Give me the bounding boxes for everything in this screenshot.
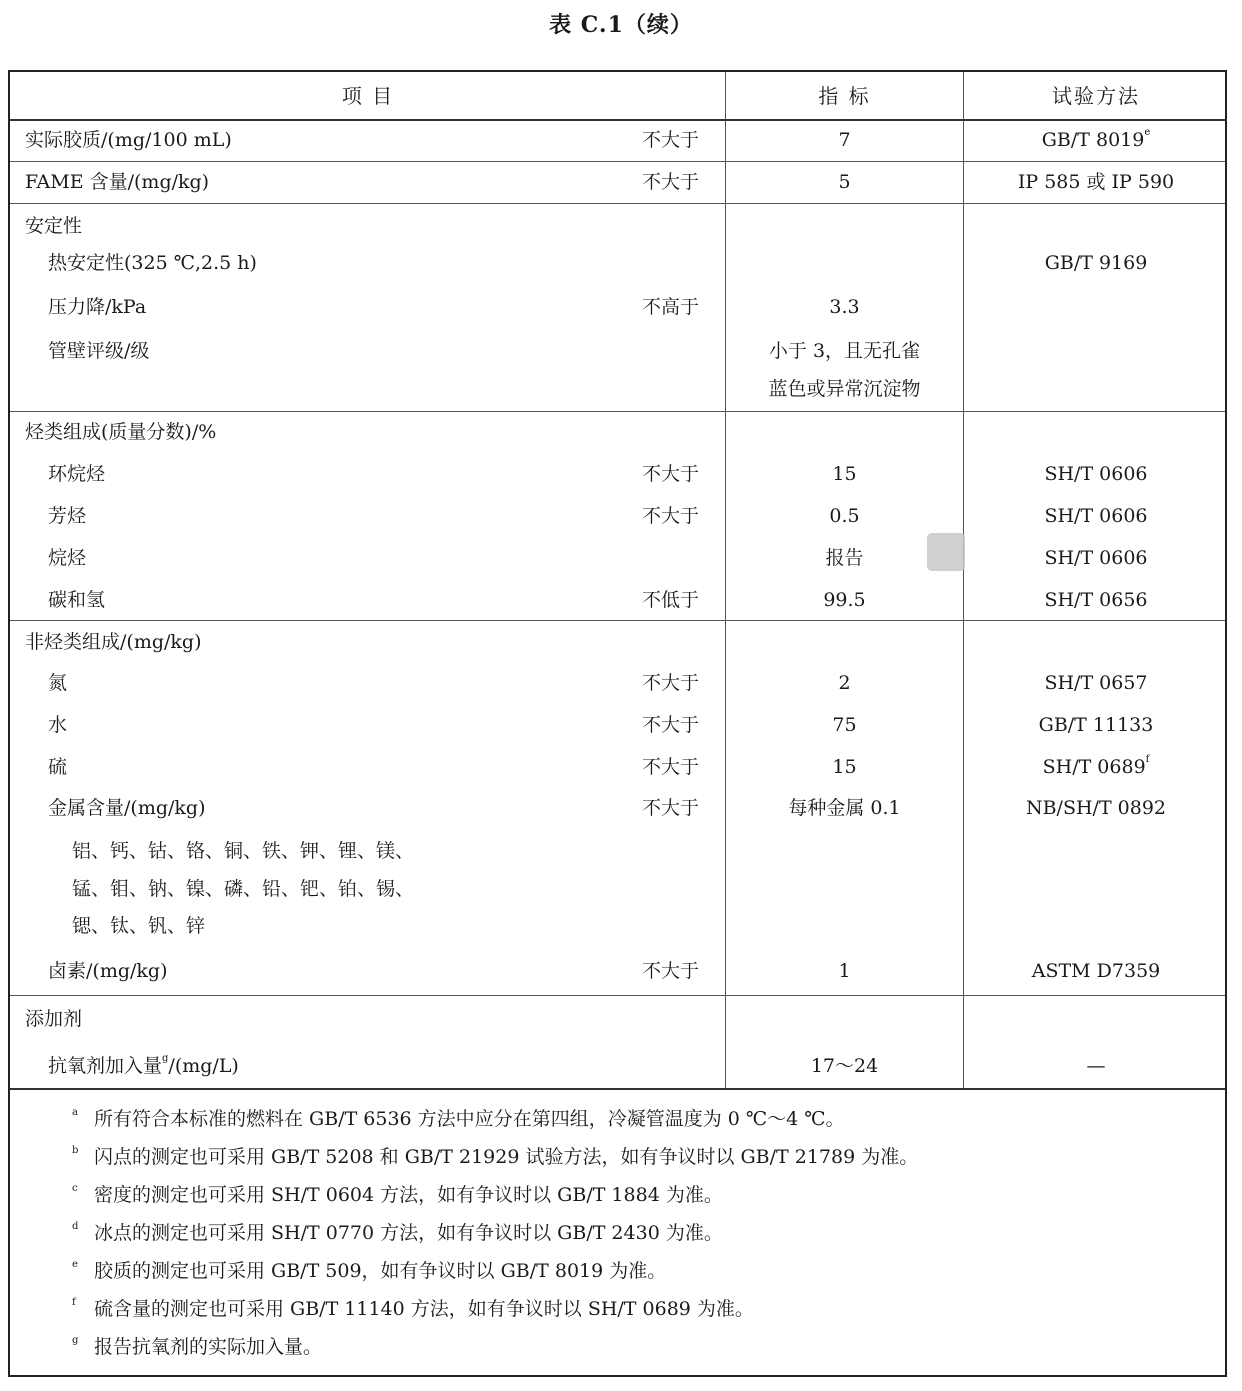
row-limit: 不大于: [642, 960, 700, 982]
row-value: 3.3: [829, 296, 860, 318]
row-item: 硫: [48, 756, 68, 778]
row-limit: 不大于: [642, 171, 700, 193]
row-method: GB/T 11133: [1038, 714, 1154, 736]
spec-table: [8, 70, 1227, 1377]
row-limit: 不低于: [642, 589, 700, 611]
footnote-text: 报告抗氧剂的实际加入量。: [94, 1336, 323, 1358]
row-method: NB/SH/T 0892: [1025, 797, 1167, 819]
row-method: [964, 755, 1228, 779]
footnote-mark: a: [72, 1107, 78, 1118]
row-method: —: [1086, 1055, 1106, 1077]
row-limit: 不大于: [642, 672, 700, 694]
row-divider: [10, 995, 1225, 996]
metal-list-line: 锰、钼、钠、镍、磷、铅、钯、铂、锡、: [72, 878, 415, 900]
row-value: 17～24: [810, 1055, 879, 1077]
row-limit: 不大于: [642, 714, 700, 736]
method-text: SH/T 0689: [1042, 756, 1146, 778]
scan-artifact-mark: [927, 533, 965, 571]
row-item: 管壁评级/级: [48, 340, 150, 362]
footnote-ref: f: [1145, 754, 1150, 765]
row-item: FAME 含量/(mg/kg): [25, 171, 210, 193]
row-method: SH/T 0606: [1044, 505, 1148, 527]
row-value: 15: [832, 463, 857, 485]
footnote-ref: e: [1144, 127, 1151, 138]
header-method: 试验方法: [1052, 84, 1140, 108]
row-item: 金属含量/(mg/kg): [48, 797, 206, 819]
row-limit: 不高于: [642, 296, 700, 318]
row-value: 99.5: [823, 589, 866, 611]
column-divider: [963, 72, 964, 1089]
row-value: 15: [832, 756, 857, 778]
header-item: 项 目: [341, 84, 395, 108]
footnote-text: 胶质的测定也可采用 GB/T 509，如有争议时以 GB/T 8019 为准。: [94, 1260, 667, 1282]
row-method: SH/T 0656: [1044, 589, 1148, 611]
row-method: GB/T 9169: [1044, 252, 1148, 274]
row-method: SH/T 0606: [1044, 463, 1148, 485]
group-heading: 烃类组成(质量分数)/%: [25, 421, 217, 443]
row-limit: 不大于: [642, 505, 700, 527]
row-divider: [10, 161, 1225, 162]
row-value: 每种金属 0.1: [788, 797, 901, 819]
footnote-text: 冰点的测定也可采用 SH/T 0770 方法，如有争议时以 GB/T 2430 为准。: [94, 1222, 723, 1244]
row-item: [48, 1054, 239, 1078]
item-unit: /(mg/L): [168, 1055, 239, 1077]
footnote-text: 硫含量的测定也可采用 GB/T 11140 方法，如有争议时以 SH/T 0689 为准。: [94, 1298, 754, 1320]
header-rule: [10, 119, 1225, 121]
row-divider: [10, 620, 1225, 621]
footnote-mark: g: [72, 1335, 79, 1346]
row-method: [964, 128, 1228, 152]
row-value: 小于 3，且无孔雀: [768, 340, 921, 362]
row-divider: [10, 203, 1225, 204]
row-item: 水: [48, 714, 68, 736]
footnote-text: 密度的测定也可采用 SH/T 0604 方法，如有争议时以 GB/T 1884 为准。: [94, 1184, 723, 1206]
header-indicator: 指 标: [818, 84, 871, 108]
row-divider: [10, 411, 1225, 412]
footnote-mark: b: [72, 1145, 79, 1156]
row-limit: 不大于: [642, 129, 700, 151]
row-value: 蓝色或异常沉淀物: [768, 378, 921, 400]
row-value: 2: [838, 672, 851, 694]
footnote-mark: e: [72, 1259, 78, 1270]
footnote-ref: g: [162, 1053, 169, 1064]
footnote-mark: c: [72, 1183, 78, 1194]
row-limit: 不大于: [642, 797, 700, 819]
row-item: 热安定性(325 ℃,2.5 h): [48, 252, 257, 274]
row-item: 卤素/(mg/kg): [48, 960, 168, 982]
row-value: 7: [838, 129, 851, 151]
row-item: 烷烃: [48, 547, 87, 569]
row-item: 芳烃: [48, 505, 87, 527]
group-heading: 添加剂: [25, 1008, 83, 1030]
notes-rule: [10, 1088, 1225, 1090]
row-value: 0.5: [829, 505, 860, 527]
row-method: SH/T 0657: [1044, 672, 1148, 694]
row-method: IP 585 或 IP 590: [1017, 171, 1175, 193]
row-method: ASTM D7359: [1031, 960, 1161, 982]
row-value: 75: [832, 714, 857, 736]
row-value: 报告: [825, 547, 864, 569]
group-heading: 安定性: [25, 215, 83, 237]
method-text: GB/T 8019: [1041, 129, 1145, 151]
footnote-text: 所有符合本标准的燃料在 GB/T 6536 方法中应分在第四组，冷凝管温度为 0 ℃～4 ℃。: [94, 1108, 845, 1130]
column-divider: [725, 72, 726, 1089]
row-item: 环烷烃: [48, 463, 106, 485]
footnote-mark: f: [72, 1297, 76, 1308]
row-limit: 不大于: [642, 756, 700, 778]
row-item: 碳和氢: [48, 589, 106, 611]
row-item: 实际胶质/(mg/100 mL): [25, 129, 232, 151]
table-title: 表 C.1（续）: [549, 12, 693, 38]
row-value: 5: [838, 171, 851, 193]
row-item: 氮: [48, 672, 68, 694]
row-limit: 不大于: [642, 463, 700, 485]
metal-list-line: 锶、钛、钒、锌: [72, 915, 206, 937]
row-value: 1: [838, 960, 851, 982]
metal-list-line: 铝、钙、钴、铬、铜、铁、钾、锂、镁、: [72, 840, 415, 862]
group-heading: 非烃类组成/(mg/kg): [25, 631, 202, 653]
row-item: 压力降/kPa: [48, 296, 147, 318]
item-text: 抗氧剂加入量: [48, 1055, 163, 1077]
footnote-text: 闪点的测定也可采用 GB/T 5208 和 GB/T 21929 试验方法，如有争议时以 GB/T 21789 为准。: [94, 1146, 919, 1168]
row-method: SH/T 0606: [1044, 547, 1148, 569]
footnote-mark: d: [72, 1221, 79, 1232]
